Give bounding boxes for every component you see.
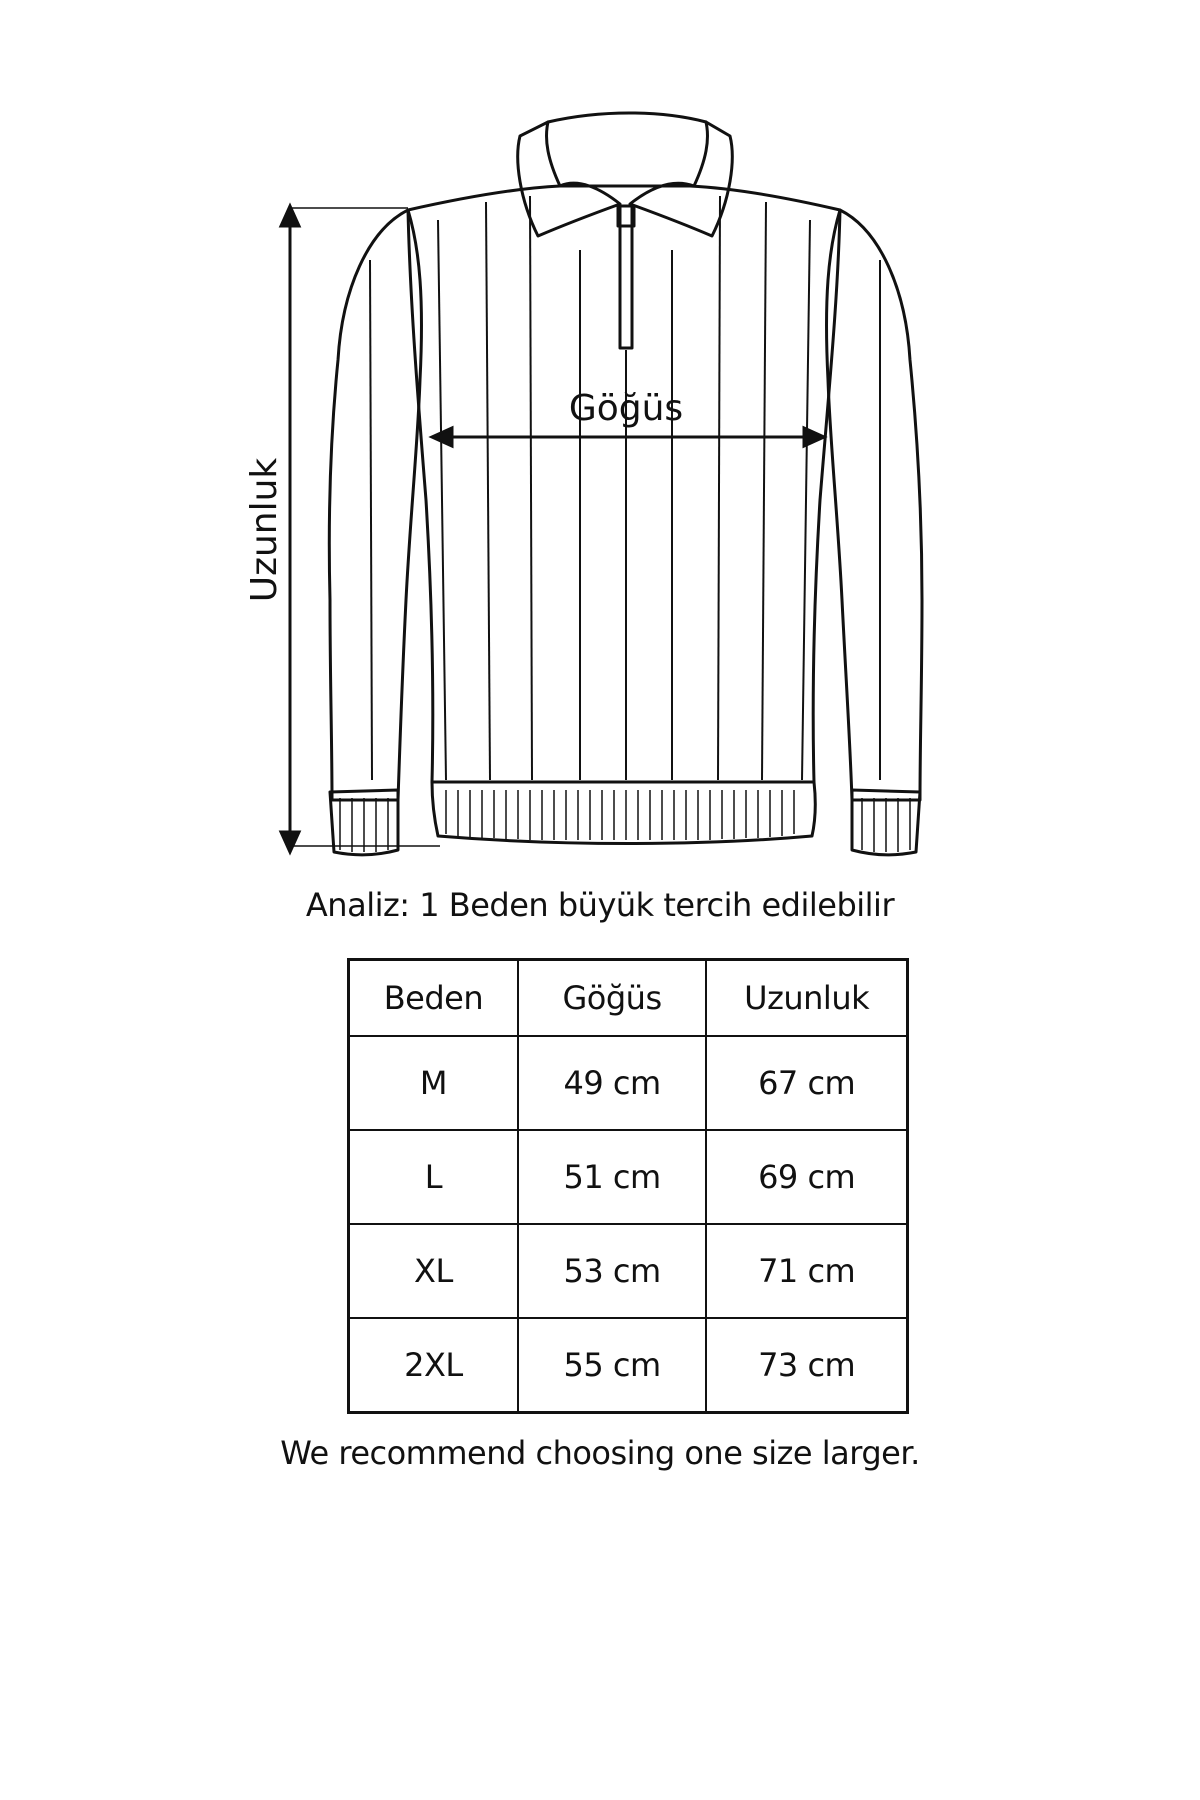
chest-cell: 49 cm <box>518 1036 706 1130</box>
size-cell: M <box>349 1036 518 1130</box>
length-cell: 67 cm <box>706 1036 907 1130</box>
chest-cell: 55 cm <box>518 1318 706 1413</box>
chest-cell: 51 cm <box>518 1130 706 1224</box>
size-chart-table <box>347 958 909 1414</box>
size-cell: L <box>349 1130 518 1224</box>
table-row <box>349 1224 908 1318</box>
header-chest: Göğüs <box>518 960 706 1037</box>
length-label: Uzunluk <box>244 457 285 603</box>
length-cell: 73 cm <box>706 1318 907 1413</box>
chest-label: Göğüs <box>568 388 684 429</box>
table-row <box>349 1318 908 1413</box>
table-row <box>349 1036 908 1130</box>
size-cell: 2XL <box>349 1318 518 1413</box>
table-row <box>349 1130 908 1224</box>
length-cell: 69 cm <box>706 1130 907 1224</box>
table-header-row <box>349 960 908 1037</box>
length-cell: 71 cm <box>706 1224 907 1318</box>
header-length: Uzunluk <box>706 960 907 1037</box>
recommendation-note: We recommend choosing one size larger. <box>280 1434 920 1472</box>
size-cell: XL <box>349 1224 518 1318</box>
header-size: Beden <box>349 960 518 1037</box>
length-measure-arrow <box>281 206 440 852</box>
rib-lines <box>370 196 880 780</box>
chest-cell: 53 cm <box>518 1224 706 1318</box>
analysis-note: Analiz: 1 Beden büyük tercih edilebilir <box>305 886 895 924</box>
